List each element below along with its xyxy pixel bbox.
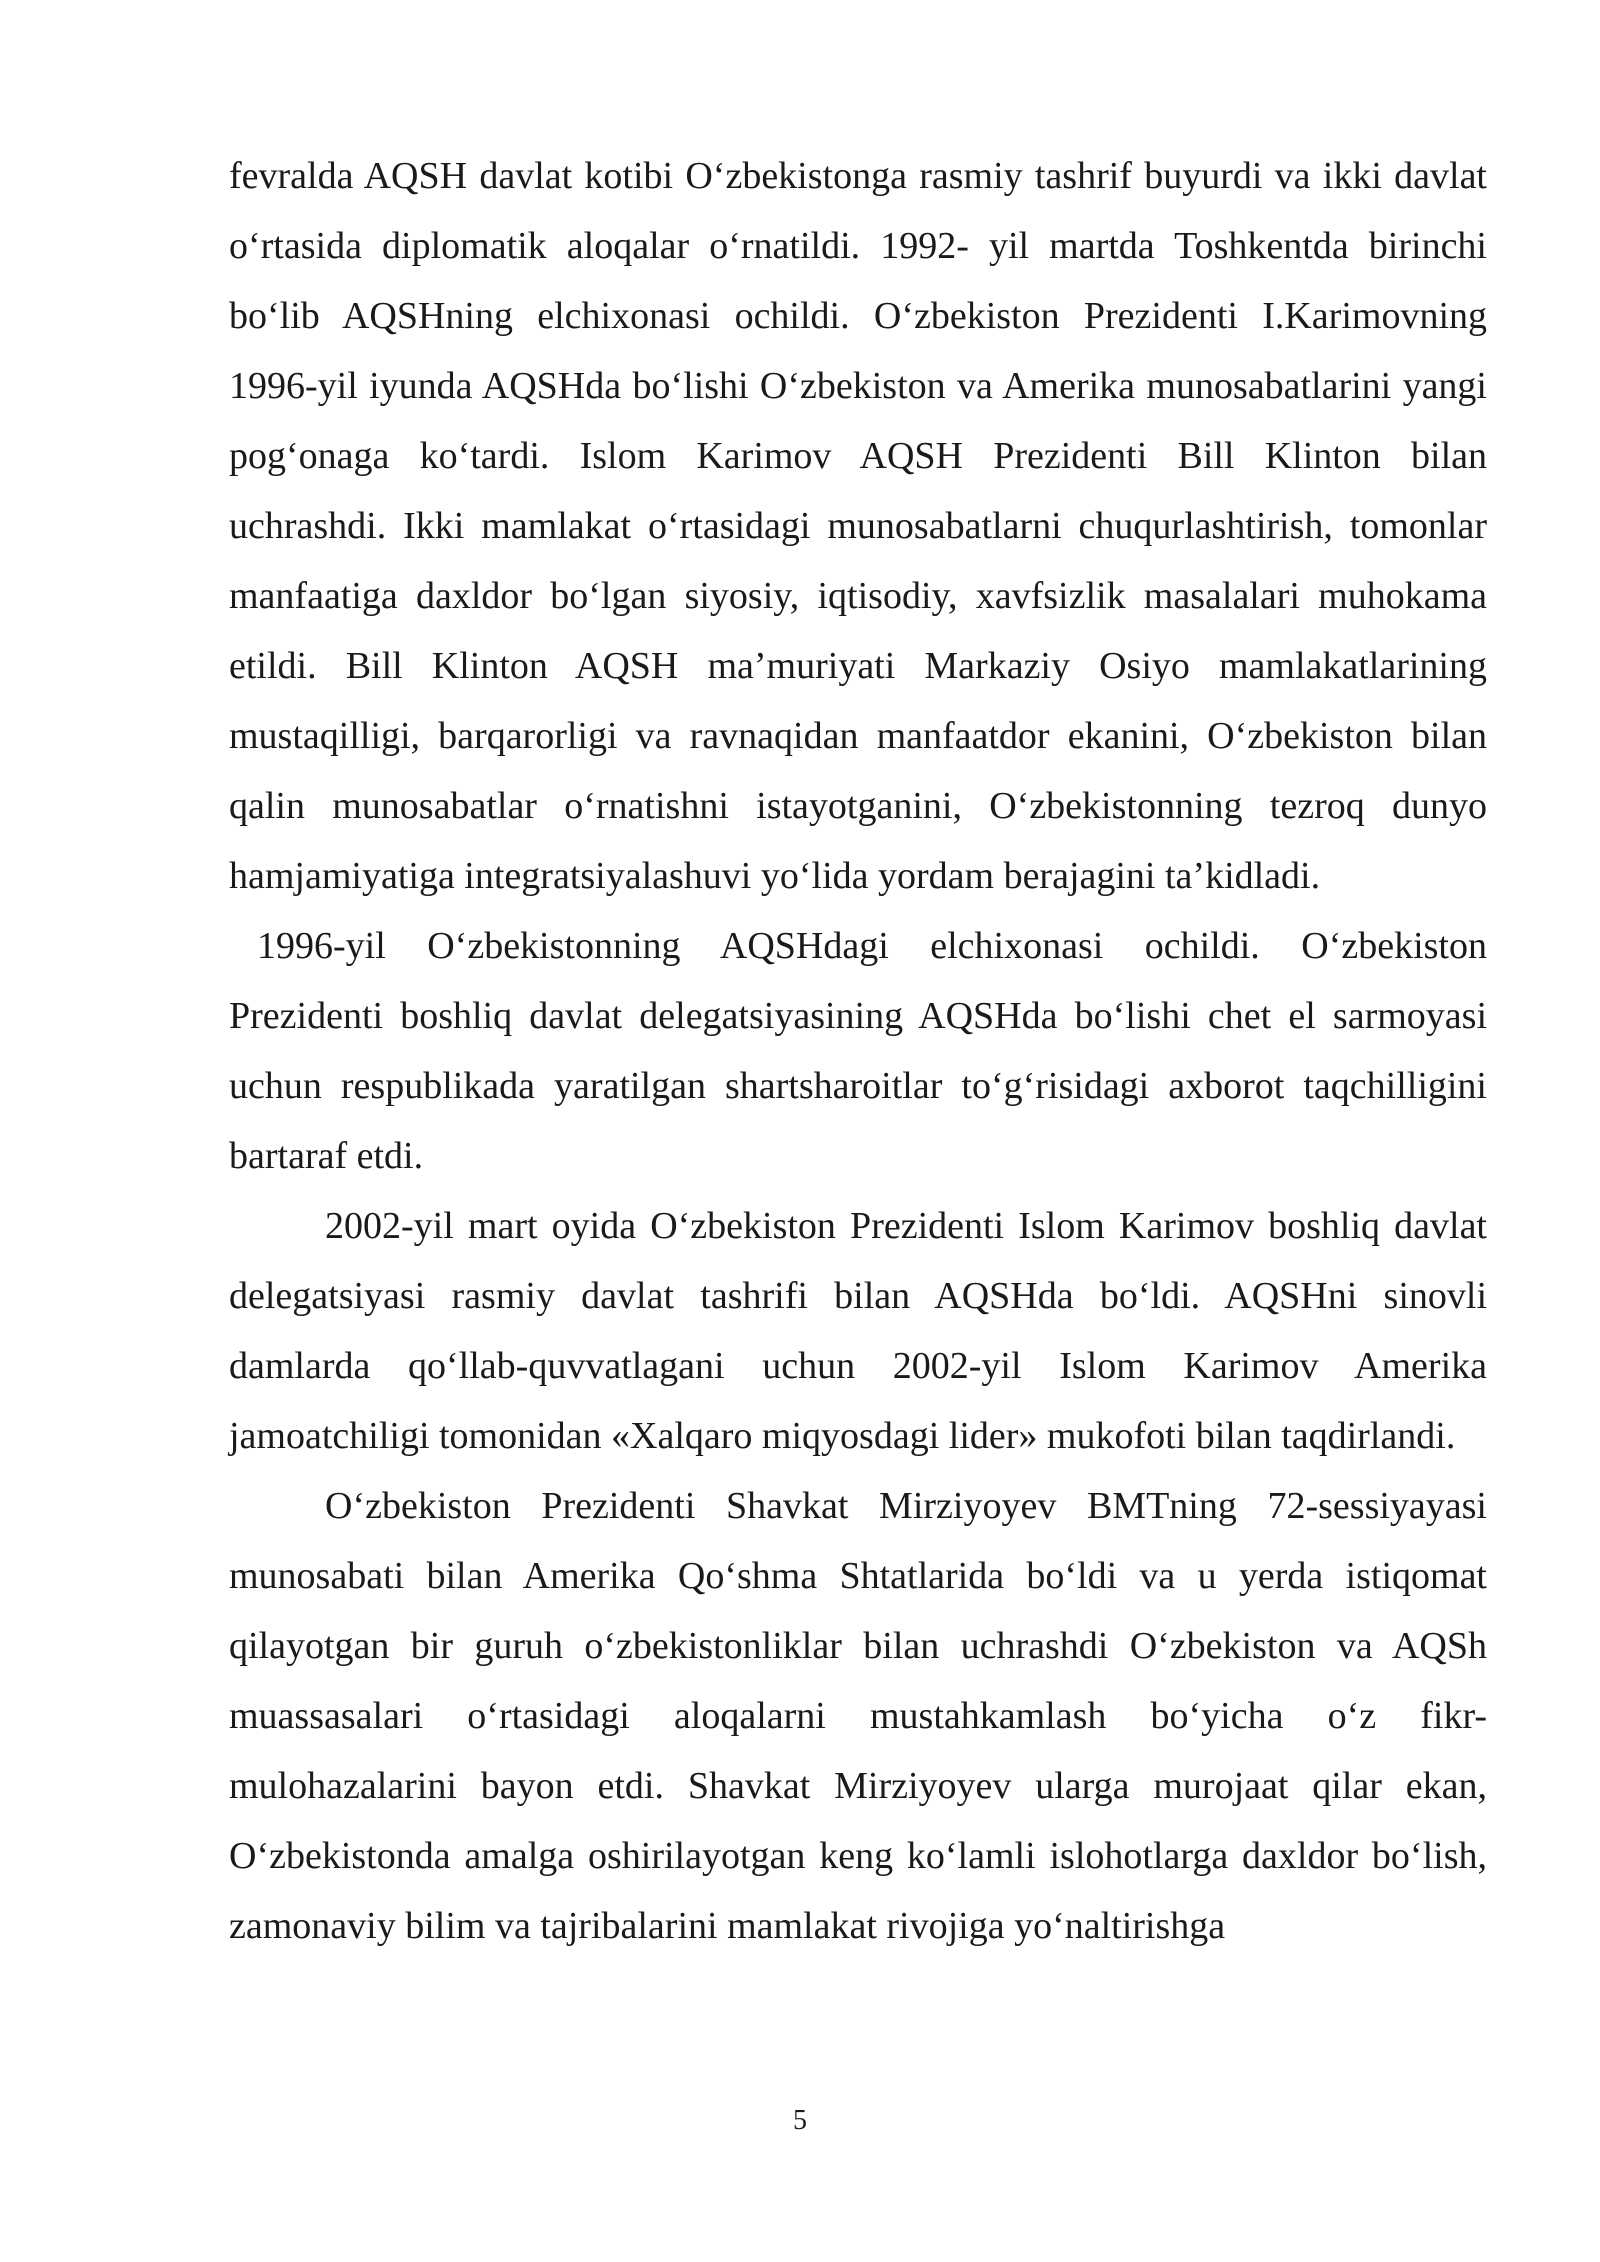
paragraph-1a: fevralda AQSH davlat kotibi O‘zbekistonga rasmiy tashrif buyurdi va ikki davlat o‘rtasida diplomatik aloqalar o‘rnatildi. 1992- yil martda Toshkentda birinchi bo‘lib AQSHning elchixonasi ochildi. O‘zbekiston Prezidenti I.Karimovning 1996-yil iyunda AQSHda bo‘lishi O‘zbekiston va Amerika munosabatlarini yangi pog‘onaga ko‘tardi. Islom Karimov AQSH Prezidenti Bill Klinton bilan uchrashdi. Ikki mamlakat o‘rtasidagi munosabatlarni chuqurlashtirish, tomonlar manfaatiga daxldor bo‘lgan siyosiy, iqtisodiy, xavfsizlik masalalari muhokama etildi. Bill Klinton AQSH ma’muriyati Markaziy Osiyo mamlakatlarining mustaqilligi, barqarorligi va ravnaqidan manfaatdor ekanini, O‘zbekiston bilan qalin munosabatlar o‘rnatishni istayotganini, O‘zbekistonning tezroq dunyo hamjamiyatiga integratsiyalashuvi yo‘lida yordam berajagini ta’kidladi. <box>229 155 1487 897</box>
document-body <box>229 141 1487 1961</box>
paragraph-3: O‘zbekiston Prezidenti Shavkat Mirziyoyev BMTning 72-sessiyayasi munosabati bilan Amerika Qo‘shma Shtatlarida bo‘ldi va u yerda istiqomat qilayotgan bir guruh o‘zbekistonliklar bilan uchrashdi O‘zbekiston va AQSh muassasalari o‘rtasidagi aloqalarni mustahkamlash bo‘yicha o‘z fikr-mulohazalarini bayon etdi. Shavkat Mirziyoyev ularga murojaat qilar ekan, O‘zbekistonda amalga oshirilayotgan keng ko‘lamli islohotlarga daxldor bo‘lish, zamonaviy bilim va tajribalarini mamlakat rivojiga yo‘naltirishga <box>229 1485 1487 1947</box>
paragraph-1b: 1996-yil O‘zbekistonning AQSHdagi elchixonasi ochildi. O‘zbekiston Prezidenti boshliq davlat delegatsiyasining AQSHda bo‘lishi chet el sarmoyasi uchun respublikada yaratilgan shartsharoitlar to‘g‘risidagi axborot taqchilligini bartaraf etdi. <box>229 925 1487 1177</box>
page-number: 5 <box>793 2105 807 2136</box>
paragraph-2: 2002-yil mart oyida O‘zbekiston Prezidenti Islom Karimov boshliq davlat delegatsiyasi rasmiy davlat tashrifi bilan AQSHda bo‘ldi. AQSHni sinovli damlarda qo‘llab-quvvatlagani uchun 2002-yil Islom Karimov Amerika jamoatchiligi tomonidan «Xalqaro miqyosdagi lider» mukofoti bilan taqdirlandi. <box>229 1205 1487 1457</box>
